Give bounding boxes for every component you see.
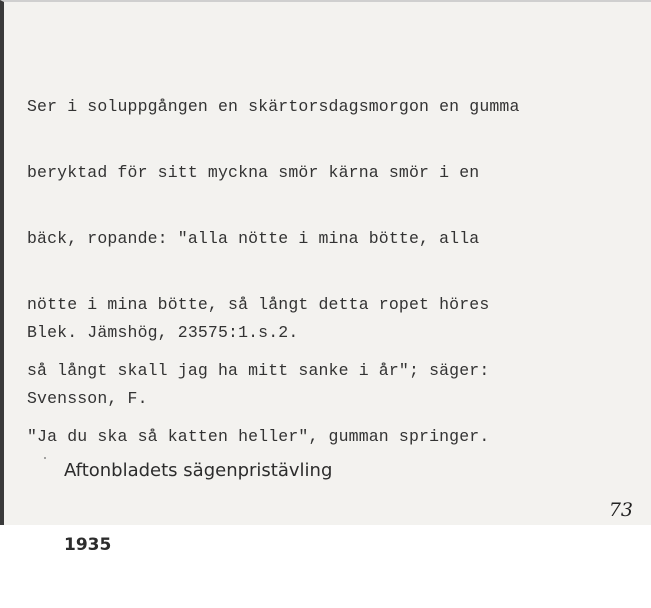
reference-location: Blek. Jämshög, 23575:1.s.2. bbox=[27, 323, 299, 342]
competition-stamp bbox=[64, 408, 332, 608]
story-line: nötte i mina bötte, så långt detta ropet höres bbox=[27, 295, 490, 314]
ink-speck bbox=[44, 457, 46, 459]
story-line: Ser i soluppgången en skärtorsdagsmorgon en gumma bbox=[27, 97, 520, 116]
story-line: "Ja du ska så katten heller", gumman springer. bbox=[27, 427, 490, 446]
stamp-title: Aftonbladets sägenpristävling bbox=[64, 460, 333, 481]
reference-informant: Svensson, F. bbox=[27, 389, 148, 408]
story-line: så långt skall jag ha mitt sanke i år"; säger: bbox=[27, 361, 490, 380]
story-line: bäck, ropande: "alla nötte i mina bötte, alla bbox=[27, 229, 480, 248]
stamp-year: 1935 bbox=[64, 535, 112, 555]
page-number: 73 bbox=[608, 499, 633, 521]
story-line: beryktad för sitt myckna smör kärna smör i en bbox=[27, 163, 480, 182]
